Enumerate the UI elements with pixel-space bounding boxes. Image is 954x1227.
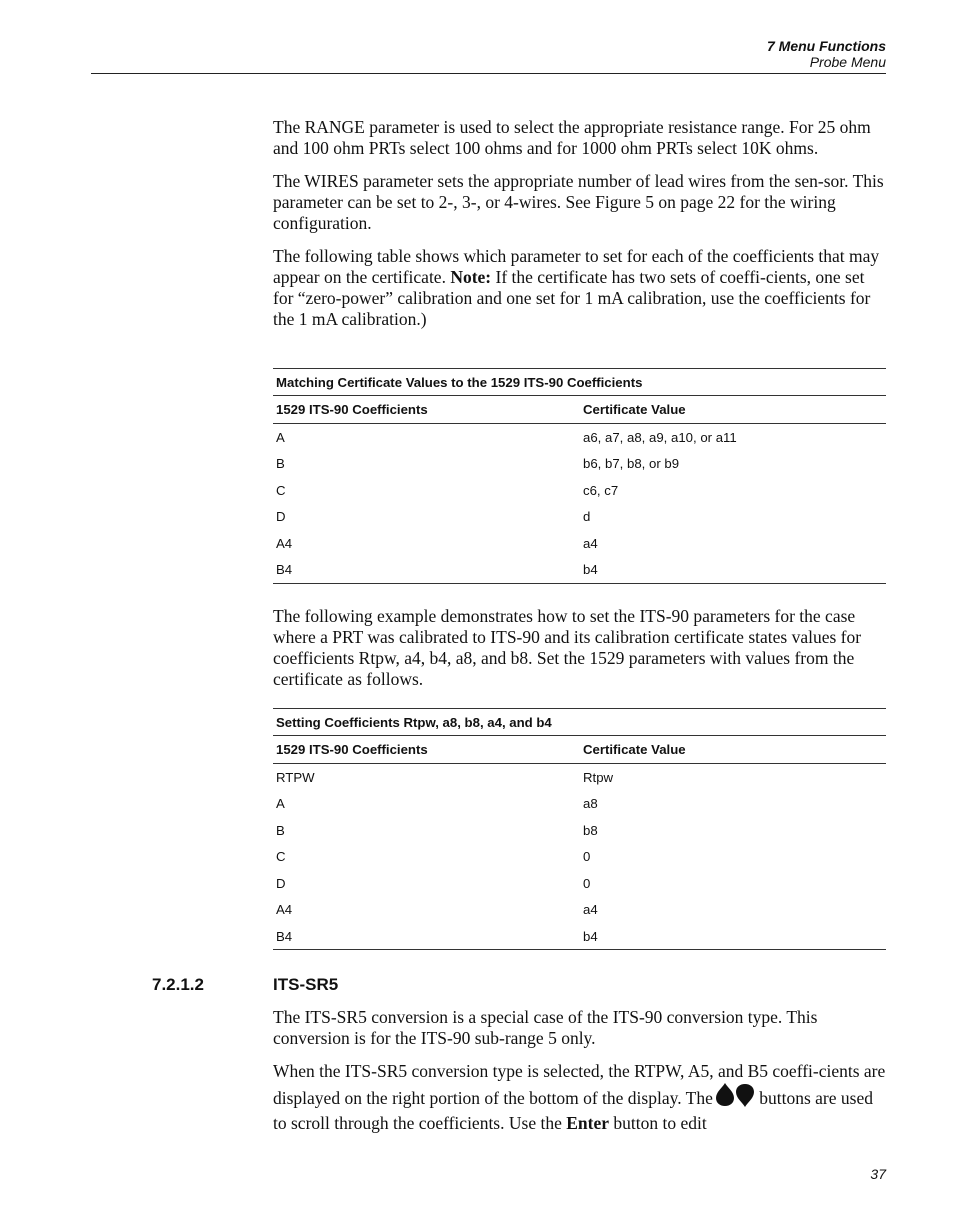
certificate-value-cell: b4 [583,928,598,944]
page-header [767,38,886,70]
table-row [273,530,886,557]
coefficient-cell: C [276,849,286,864]
coefficient-cell: A [276,796,285,811]
its-sr5-text [273,1007,886,1146]
column-header-coefficients: 1529 ITS-90 Coefficients [276,402,428,417]
note-label: Note: [450,267,492,287]
table-row [273,503,886,530]
table-row [273,790,886,817]
example-text [273,606,886,702]
paragraph-text: button to edit [609,1113,707,1133]
intro-text [273,117,886,342]
header-rule [91,73,886,74]
table-bottom-rule [273,949,886,950]
table-row [273,896,886,923]
coefficient-cell: A4 [276,535,293,551]
paragraph-table-intro [273,246,886,330]
table-row [273,450,886,477]
coefficient-matching-table [273,368,886,584]
column-header-certificate-value: Certificate Value [583,402,686,417]
enter-button-label: Enter [566,1113,609,1133]
certificate-value-cell: 0 [583,849,591,864]
table-row [273,477,886,504]
table-row [273,817,886,844]
table-row [273,424,886,451]
coefficient-cell: B [276,822,285,838]
chapter-title: 7 Menu Functions [767,38,886,54]
column-header-coefficients: 1529 ITS-90 Coefficients [276,742,428,757]
table-caption: Matching Certificate Values to the 1529 ITS-90 Coefficients [273,368,886,396]
certificate-value-cell: c6, c7 [583,482,619,498]
up-down-arrow-buttons-icon [715,1082,755,1113]
paragraph-text: buttons are used to scroll through the coefficients. Use the [273,1088,873,1133]
coefficient-cell: D [276,875,286,891]
section-heading: ITS-SR5 [273,975,339,994]
certificate-value-cell: a6, a7, a8, a9, a10, or a11 [583,429,737,445]
certificate-value-cell: d [583,509,591,524]
table-row [273,843,886,870]
certificate-value-cell: Rtpw [583,769,614,785]
table-row [273,764,886,791]
table-row [273,923,886,950]
section-title: Probe Menu [809,54,886,70]
certificate-value-cell: b4 [583,562,598,577]
certificate-value-cell: a8 [583,796,598,811]
paragraph-its-sr5-buttons [273,1061,886,1134]
column-header-certificate-value: Certificate Value [583,742,686,757]
certificate-value-cell: b8 [583,822,598,838]
section-number: 7.2.1.2 [152,975,204,994]
coefficient-cell: C [276,482,286,498]
table-bottom-rule [273,583,886,584]
certificate-value-cell: b6, b7, b8, or b9 [583,456,680,471]
paragraph-example: The following example demonstrates how to set the ITS-90 parameters for the case where a PRT was calibrated to ITS-90 and its calibration certificate states values for coefficients Rtpw, a4, b4, a8, and b8. Set the 1529 parameters with values from the certificate as follows. [273,606,862,689]
certificate-value-cell: 0 [583,875,591,891]
paragraph-text: If the certificate has two sets of coeffi-cients, one set for “zero-power” calibration and one set for 1 mA calibration, use the coefficients for the 1 mA calibration.) [273,267,871,329]
table-row [273,556,886,583]
coefficient-cell: RTPW [276,769,315,785]
table-header-row [273,396,886,424]
paragraph-text: The following table shows which parameter to set for each of the coefficients that may appear on the certificate. [273,246,880,287]
table-caption: Setting Coefficients Rtpw, a8, b8, a4, and b4 [273,708,886,736]
certificate-value-cell: a4 [583,535,598,551]
coefficient-cell: A [276,429,285,445]
coefficient-cell: B4 [276,928,293,944]
coefficient-cell: B [276,456,285,471]
coefficient-cell: B4 [276,562,293,577]
coefficient-setting-table [273,708,886,950]
coefficient-cell: A4 [276,902,293,917]
coefficient-cell: D [276,509,286,524]
paragraph-range: The RANGE parameter is used to select the appropriate resistance range. For 25 ohm and 100 ohm PRTs select 100 ohms and for 1000 ohm PRTs select 10K ohms. [273,117,871,158]
table-row [273,870,886,897]
paragraph-text: When the ITS-SR5 conversion type is selected, the RTPW, A5, and B5 coeffi-cients are displayed on the right portion of the bottom of the display. The [273,1061,886,1108]
page-number: 37 [870,1166,886,1182]
table-header-row [273,736,886,764]
certificate-value-cell: a4 [583,902,598,917]
paragraph-wires: The WIRES parameter sets the appropriate number of lead wires from the sen-sor. This parameter can be set to 2-, 3-, or 4-wires. See Figure 5 on page 22 for the wiring configuration. [273,171,884,233]
paragraph-its-sr5: The ITS-SR5 conversion is a special case of the ITS-90 conversion type. This conversion is for the ITS-90 sub-range 5 only. [273,1007,818,1048]
